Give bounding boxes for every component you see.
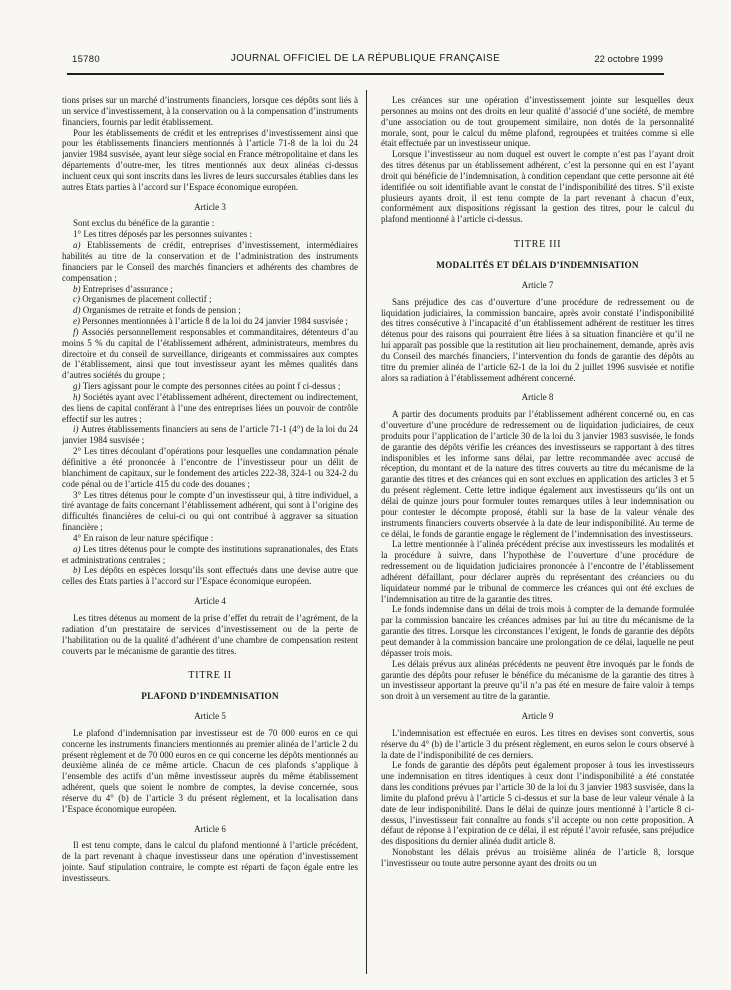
article-heading: Article 3 <box>194 201 226 212</box>
body-paragraph: Les créances sur une opération d’investissement jointe sur lesquelles deux personnes au moins ont des droits en leur qualité d’associé d’une société, de membre d’une association ou de tout groupement similaire, non dotés de la personnalité morale, sont, pour le calcul du même plafond, regroupées et traitées comme si elle était effectuée par un investisseur unique. <box>381 95 694 149</box>
body-paragraph: Les délais prévus aux alinéas précédents ne peuvent être invoqués par le fonds de garantie des dépôts pour refuser le bénéfice du mécanisme de la garantie des titres à un investisseur apportant la preuve qu’il n’a pas été en mesure de faire valoir à temps son droit à un versement au titre de la garantie. <box>381 658 694 702</box>
page-header <box>0 52 731 68</box>
item-letter: b) <box>73 565 84 576</box>
body-paragraph: Lorsque l’investisseur au nom duquel est ouvert le compte n’est pas l’ayant droit des titres détenus par un établissement adhérent, c’est la personne qui en est l’ayant droit qui bénéficie de l’indemnisation, à condition cependant que cette personne ait été identifiée ou soit identifiable avant le constat de l’indisponibilité des titres. S’il existe plusieurs ayants droit, il est tenu compte de la part revenant à chacun d’eux, conformément aux dispositions régissant la gestion des titres, pour le calcul du plafond mentionné à l’article ci-dessus. <box>381 149 694 225</box>
list-item-paragraph: h) Sociétés ayant avec l’établissement adhérent, directement ou indirectement, des liens de capital conférant à l’une des entreprises liées un pouvoir de contrôle effectif sur les autres ; <box>62 391 358 424</box>
body-paragraph: L’indemnisation est effectuée en euros. Les titres en devises sont convertis, sous réserve du 4° (b) de l’article 3 du présent règlement, en euros selon le cours observé à la date de l’indisponibilité de ces derniers. <box>381 727 694 760</box>
body-paragraph: La lettre mentionnée à l’alinéa précédent précise aux investisseurs les modalités et la procédure à suivre, dans l’hypothèse de l’ouverture d’une procédure de redressement ou de liquidation judiciaires prononcée à l’encontre de l’établissement adhérent défaillant, pour déclarer auprès du représentant des créanciers ou du liquidateur nommé par le tribunal de commerce les créances qui ont été exclues de l’indemnisation au titre de la garantie des titres. <box>381 539 694 604</box>
body-paragraph: Sans préjudice des cas d’ouverture d’une procédure de redressement ou de liquidation judiciaires, la commission bancaire, après avoir constaté l’indisponibilité des titres consécutive à l’incapacité d’un établissement adhérent de restituer les titres détenus pour des raisons qui pourraient être liées à sa situation financière et qu’il ne lui apparaît pas possible que la restitution ait lieu prochainement, demande, après avis du Conseil des marchés financiers, l’intervention du fonds de garantie des dépôts au titre du premier alinéa de l’article 62-1 de la loi du 2 juillet 1996 susvisée et notifie alors sa radiation à l’établissement adhérent concerné. <box>381 296 694 383</box>
body-paragraph: A partir des documents produits par l’établissement adhérent concerné ou, en cas d’ouverture d’une procédure de redressement ou de liquidation judiciaires, de ceux produits pour l’application de l’article 30 de la loi du 3 janvier 1983 susvisée, le fonds de garantie des dépôts vérifie les créances des investisseurs se rapportant à des titres indisponibles et les informe sans délai, par lettre recommandée avec accusé de réception, du montant et de la nature des titres couverts au titre du mécanisme de la garantie des titres et des créances qui en sont exclues en application des articles 3 et 5 du présent règlement. Cette lettre indique également aux investisseurs qu’ils ont un délai de quinze jours pour formuler toutes remarques utiles à leur indemnisation ou pour contester le décompte proposé, établi sur la base de la valeur vénale des instruments financiers couverts observée à la date de leur indisponibilité. Au terme de ce délai, le fonds de garantie engage le règlement de l’indemnisation des investisseurs. <box>381 409 694 539</box>
item-letter: h) <box>73 391 84 402</box>
header-rule <box>67 73 664 75</box>
list-item-paragraph: g) Tiers agissant pour le compte des personnes citées au point f ci-dessus ; <box>73 381 341 392</box>
body-paragraph: Le plafond d’indemnisation par investisseur est de 70 000 euros en ce qui concerne les instruments financiers mentionnés au premier alinéa de l’article 2 du présent règlement et de 70 000 euros en ce qui concerne les dépôts mentionnés au deuxième alinéa de ce même article. Chacun de ces plafonds s’applique à l’ensemble des actifs d’un même investisseur auprès du même établissement adhérent, quels que soient le nombre de comptes, la devise concernée, sous réserve du 4° (b) de l’article 3 du présent règlement, et la localisation dans l’Espace économique européen. <box>62 727 358 814</box>
item-letter: f) <box>73 326 82 337</box>
body-paragraph: 4° En raison de leur nature spécifique : <box>73 532 214 543</box>
right-column <box>381 95 694 977</box>
list-item-paragraph: a) Etablissements de crédit, entreprises d’investissement, intermédiaires habilités au titre de la conservation et de l’administration des instruments financiers par le Conseil des marchés financiers et adhérents des chambres de compensation ; <box>62 240 358 283</box>
item-letter: c) <box>73 294 83 305</box>
column-divider <box>366 90 367 974</box>
issue-date: 22 octobre 1999 <box>594 54 663 65</box>
body-paragraph: Nonobstant les délais prévus au troisième alinéa de l’article 8, lorsque l’investisseur ou toute autre personne ayant des droits ou un <box>381 847 694 868</box>
article-heading: Article 4 <box>194 596 226 607</box>
body-paragraph: tions prises sur un marché d’instruments financiers, lorsque ces dépôts sont liés à un service d’investissement, à la conservation ou à la compensation d’instruments financiers, fournis par ledit établissement. <box>62 95 358 127</box>
body-paragraph: Le fonds de garantie des dépôts peut également proposer à tous les investisseurs une indemnisation en titres identiques à ceux dont l’indisponibilité a été constatée dans les conditions prévues par l’article 30 de la loi du 3 janvier 1983 susvisée, dans la limite du plafond prévu à l’article 5 ci-dessus et sur la base de leur valeur vénale à la date de leur indisponibilité. Dans le délai de quinze jours mentionné à l’article 8 ci-dessus, l’investisseur fait connaître au fonds s’il accepte ou non cette proposition. A défaut de réponse à l’expiration de ce délai, il est réputé l’avoir refusée, sans préjudice des dispositions du dernier alinéa dudit article 8. <box>381 760 694 847</box>
item-letter: d) <box>73 305 83 316</box>
list-item-paragraph: d) Organismes de retraite et fonds de pension ; <box>73 305 241 316</box>
article-heading: Article 8 <box>521 392 554 403</box>
list-item-paragraph: c) Organismes de placement collectif ; <box>73 294 212 305</box>
item-letter: e) <box>73 316 83 327</box>
list-item-paragraph: f) Associés personnellement responsables et commanditaires, détenteurs d’au moins 5 % du capital de l’établissement adhérent, administrateurs, membres du directoire et du conseil de surveillance, dirigeants et commissaires aux comptes de l’établissement, ainsi que tout investisseur ayant les mêmes qualités dans d’autres sociétés du groupe ; <box>62 326 358 381</box>
article-heading: Article 5 <box>194 711 226 722</box>
body-paragraph: Il est tenu compte, dans le calcul du plafond mentionné à l’article précédent, de la part revenant à chaque investisseur dans une opération d’investissement jointe. Sauf stipulation contraire, le compte est réparti de façon égale entre les investisseurs. <box>62 840 358 883</box>
journal-title: JOURNAL OFFICIEL DE LA RÉPUBLIQUE FRANÇAISE <box>230 53 501 64</box>
titre-heading: TITRE III <box>513 239 562 251</box>
list-item-paragraph: a) Les titres détenus pour le compte des institutions supranationales, des Etats et administrations centrales ; <box>62 543 358 565</box>
body-paragraph: Le fonds indemnise dans un délai de trois mois à compter de la demande formulée par la commission bancaire les créances admises par lui au titre du mécanisme de la garantie des titres. Lorsque les circonstances l’exigent, le fonds de garantie des dépôts peut demander à la commission bancaire une prolongation de ce délai, laquelle ne peut dépasser trois mois. <box>381 604 694 658</box>
page-number: 15780 <box>72 54 100 65</box>
item-letter: i) <box>73 424 81 435</box>
titre-heading: TITRE II <box>188 670 232 682</box>
body-paragraph: Pour les établissements de crédit et les entreprises d’investissement ainsi que pour les établissements financiers mentionnés à l’article 71-8 de la loi du 24 janvier 1984 susvisée, ayant leur siège social en France métropolitaine et dans les départements d’outre-mer, les titres mentionnés aux deux alinéas ci-dessus incluent ceux qui sont inscrits dans les livres de leurs succursales établies dans les autres Etats parties à l’accord sur l’Espace économique européen. <box>62 127 358 192</box>
item-letter: b) <box>73 283 83 294</box>
body-paragraph: 2° Les titres découlant d’opérations pour lesquelles une condamnation pénale définitive a été prononcée à l’encontre de l’investisseur pour un délit de blanchiment de capitaux, sur le fondement des articles 222-38, 324-1 ou 324-2 du code pénal ou de l’article 415 du code des douanes ; <box>62 446 358 489</box>
body-paragraph: Sont exclus du bénéfice de la garantie : <box>73 218 215 229</box>
left-column <box>62 95 358 977</box>
item-letter: g) <box>73 381 83 392</box>
article-heading: Article 7 <box>521 279 554 290</box>
article-heading: Article 9 <box>521 711 554 722</box>
body-paragraph: 3° Les titres détenus pour le compte d’un investisseur qui, à titre individuel, a tiré avantage de faits concernant l’établissement adhérent, qui sont à l’origine des difficultés financières de celui-ci ou qui ont contribué à aggraver sa situation financière ; <box>62 489 358 533</box>
article-heading: Article 6 <box>194 823 226 834</box>
body-paragraph: 1° Les titres déposés par les personnes suivantes : <box>73 229 253 240</box>
list-item-paragraph: i) Autres établissements financiers au sens de l’article 71-1 (4°) de la loi du 24 janvier 1984 susvisée ; <box>62 424 358 446</box>
body-paragraph: Les titres détenus au moment de la prise d’effet du retrait de l’agrément, de la radiation d’un prestataire de services d’investissement ou de la perte de l’habilitation ou de la qualité d’adhérent d’une chambre de compensation restent couverts par le mécanisme de garantie des titres. <box>62 612 358 656</box>
list-item-paragraph: e) Personnes mentionnées à l’article 8 de la loi du 24 janvier 1984 susvisée ; <box>73 316 348 327</box>
item-letter: a) <box>73 240 88 251</box>
list-item-paragraph: b) Entreprises d’assurance ; <box>73 283 173 294</box>
section-title: MODALITÉS ET DÉLAIS D’INDEMNISATION <box>436 259 639 270</box>
list-item-paragraph: b) Les dépôts en espèces lorsqu’ils sont effectués dans une devise autre que celles des Etats parties à l’accord sur l’Espace économique européen. <box>62 565 358 587</box>
item-letter: a) <box>73 543 84 554</box>
section-title: PLAFOND D’INDEMNISATION <box>141 691 279 702</box>
